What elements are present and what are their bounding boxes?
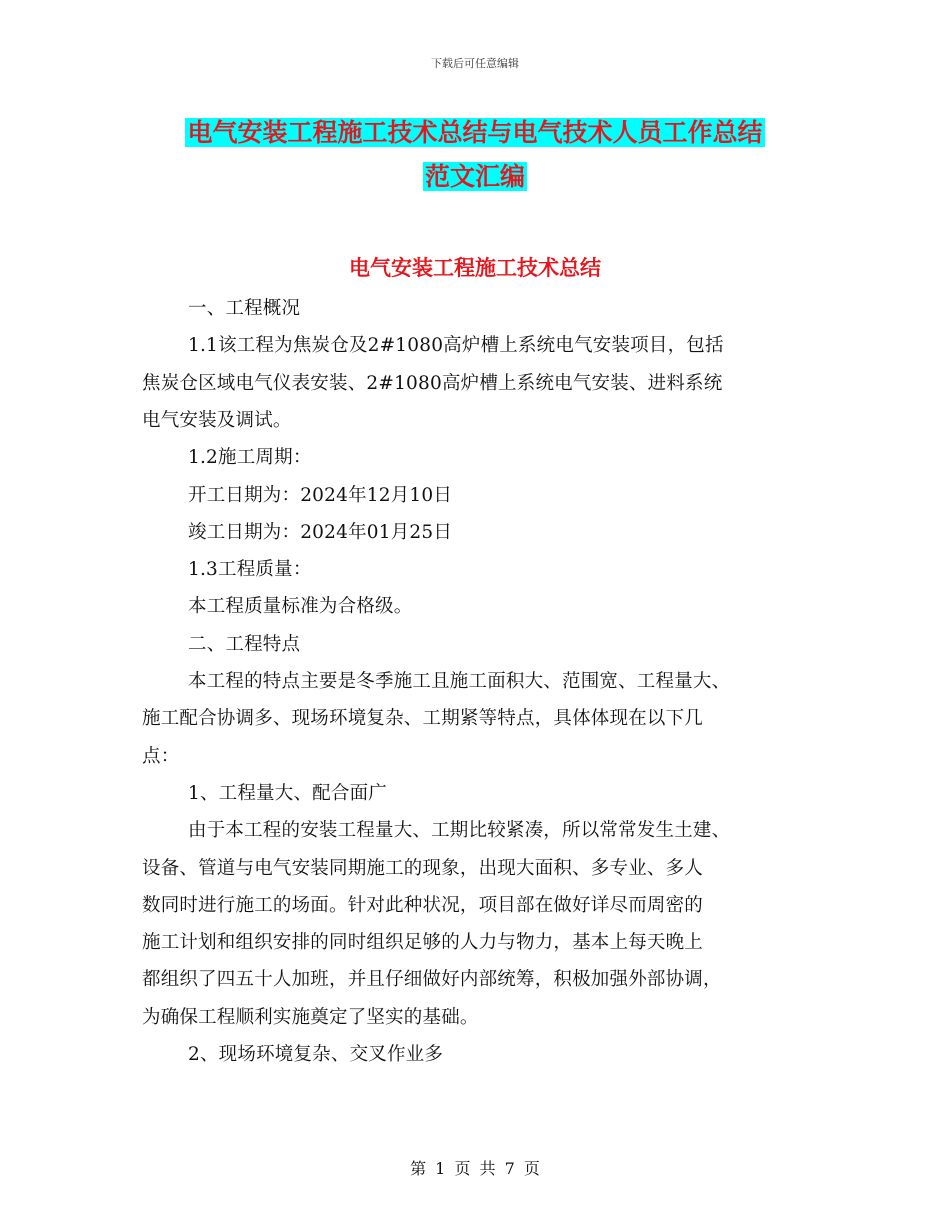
document-title-line1 xyxy=(0,113,950,149)
title-highlight-2: 范文汇编 xyxy=(424,162,525,191)
body-line: 由于本工程的安装工程量大、工期比较紧凑，所以常常发生土建、 xyxy=(188,820,731,842)
body-line: 一、工程概况 xyxy=(188,298,301,319)
body-line: 电气安装及调试。 xyxy=(142,409,292,431)
body-line: 1.1该工程为焦炭仓及2#1080高炉槽上系统电气安装项目，包括 xyxy=(188,335,724,357)
title-highlight-1: 电气安装工程施工技术总结与电气技术人员工作总结 xyxy=(187,118,763,147)
body-line: 施工计划和组织安排的同时组织足够的人力与物力，基本上每天晚上 xyxy=(142,932,704,954)
body-line: 为确保工程顺利实施奠定了坚实的基础。 xyxy=(142,1006,479,1028)
body-line: 1、工程量大、配合面广 xyxy=(188,782,387,804)
page-footer: 第 1 页 共 7 页 xyxy=(410,1159,540,1178)
section-title: 电气安装工程施工技术总结 xyxy=(349,255,601,280)
body-line: 本工程质量标准为合格级。 xyxy=(188,596,413,618)
body-line: 施工配合协调多、现场环境复杂、工期紧等特点，具体体现在以下几 xyxy=(142,708,704,730)
body-line: 开工日期为：2024年12月10日 xyxy=(188,484,453,506)
body-line: 点： xyxy=(142,745,180,767)
body-line: 二、工程特点 xyxy=(188,633,301,655)
body-line: 1.3工程质量： xyxy=(188,559,312,581)
body-line: 数同时进行施工的场面。针对此种状况，项目部在做好详尽而周密的 xyxy=(142,894,704,916)
body-line: 都组织了四五十人加班，并且仔细做好内部统筹，积极加强外部协调， xyxy=(142,969,722,991)
body-line: 焦炭仓区域电气仪表安装、2#1080高炉槽上系统电气安装、进料系统 xyxy=(142,372,723,394)
body-line: 2、现场环境复杂、交叉作业多 xyxy=(188,1044,444,1065)
header-note: 下载后可任意编辑 xyxy=(431,57,519,70)
body-line: 竣工日期为：2024年01月25日 xyxy=(188,521,453,543)
document-title-line2 xyxy=(0,157,950,193)
body-line: 设备、管道与电气安装同期施工的现象，出现大面积、多专业、多人 xyxy=(142,857,704,879)
body-line: 1.2施工周期： xyxy=(188,447,312,469)
body-line: 本工程的特点主要是冬季施工且施工面积大、范围宽、工程量大、 xyxy=(188,671,731,692)
